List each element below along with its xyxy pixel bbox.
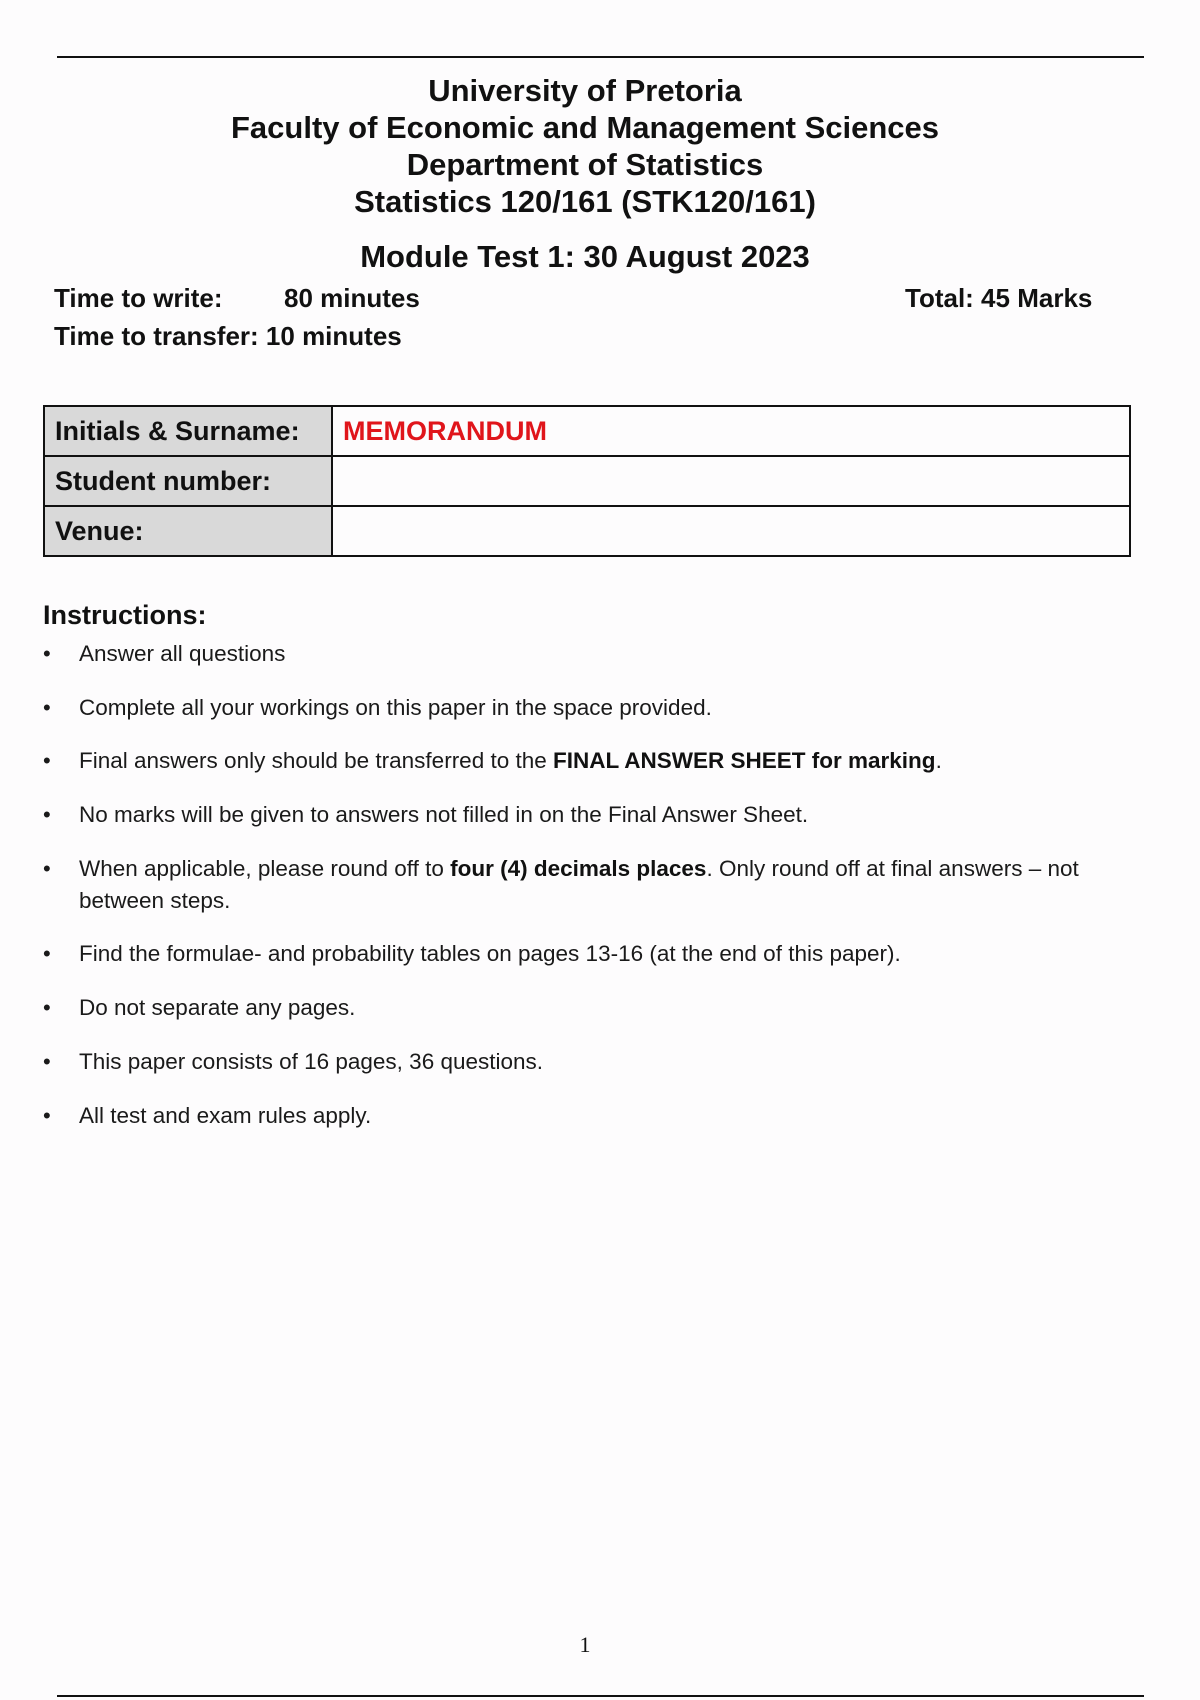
instruction-item [43, 745, 1123, 777]
student-details-table [43, 405, 1131, 557]
venue-label: Venue: [44, 506, 332, 556]
course-name: Statistics 120/161 (STK120/161) [354, 184, 816, 219]
bullet-icon: • [43, 1049, 51, 1074]
time-to-write-value: 80 minutes [284, 283, 420, 313]
instruction-text: All test and exam rules apply. [79, 1103, 372, 1128]
instruction-item [43, 799, 1123, 831]
initials-surname-field[interactable]: MEMORANDUM [332, 406, 1130, 456]
instruction-text-part: . Only round off at final answers – not between steps. [79, 856, 1079, 913]
student-number-label: Student number: [44, 456, 332, 506]
instruction-emphasis: FINAL ANSWER SHEET for marking [553, 748, 936, 773]
top-divider [57, 56, 1144, 58]
time-to-write-label: Time to write: [54, 283, 223, 313]
faculty-name: Faculty of Economic and Management Sciences [230, 110, 940, 145]
instruction-item [43, 853, 1123, 917]
document-header [0, 72, 1170, 220]
bullet-icon: • [43, 995, 51, 1020]
bullet-icon: • [43, 802, 51, 827]
time-to-write [54, 283, 420, 313]
bullet-icon: • [43, 941, 51, 966]
details-row-student-number [44, 456, 1130, 506]
time-to-transfer [54, 321, 402, 351]
bullet-icon: • [43, 695, 51, 720]
instruction-item [43, 638, 1123, 670]
instruction-text: Complete all your workings on this paper in the space provided. [79, 695, 712, 720]
instruction-text: This paper consists of 16 pages, 36 questions. [79, 1049, 544, 1074]
instruction-item [43, 1100, 1123, 1132]
total-marks: Total: 45 Marks [905, 283, 1093, 313]
page-number: 1 [579, 1632, 591, 1657]
bullet-icon: • [43, 641, 51, 666]
bullet-icon: • [43, 748, 51, 773]
university-name: University of Pretoria [428, 73, 742, 108]
instruction-text: No marks will be given to answers not filled in on the Final Answer Sheet. [79, 802, 809, 827]
instruction-text: Find the formulae- and probability tables on pages 13-16 (at the end of this paper). [79, 941, 901, 966]
instruction-item [43, 1046, 1123, 1078]
instruction-text-part: Final answers only should be transferred to the [79, 748, 554, 773]
instruction-text-part: When applicable, please round off to [79, 856, 451, 881]
instructions-heading: Instructions: [43, 600, 207, 630]
bullet-icon: • [43, 1103, 51, 1128]
details-row-name [44, 406, 1130, 456]
instruction-text: Do not separate any pages. [79, 995, 356, 1020]
venue-field[interactable] [332, 506, 1130, 556]
instruction-item [43, 938, 1123, 970]
instruction-text [79, 745, 1123, 777]
test-title: Module Test 1: 30 August 2023 [360, 239, 810, 274]
student-number-field[interactable] [332, 456, 1130, 506]
instruction-emphasis: four (4) decimals places [450, 856, 707, 881]
details-row-venue [44, 506, 1130, 556]
time-to-transfer-label: Time to transfer: [54, 321, 259, 351]
bottom-divider [57, 1695, 1144, 1697]
bullet-icon: • [43, 856, 51, 881]
instruction-item [43, 692, 1123, 724]
initials-surname-label: Initials & Surname: [44, 406, 332, 456]
department-name: Department of Statistics [406, 147, 764, 182]
instruction-item [43, 992, 1123, 1024]
instruction-text-part: . [935, 748, 942, 773]
instruction-text: Answer all questions [79, 641, 286, 666]
instruction-text [79, 853, 1123, 917]
time-to-transfer-value: 10 minutes [265, 321, 402, 351]
